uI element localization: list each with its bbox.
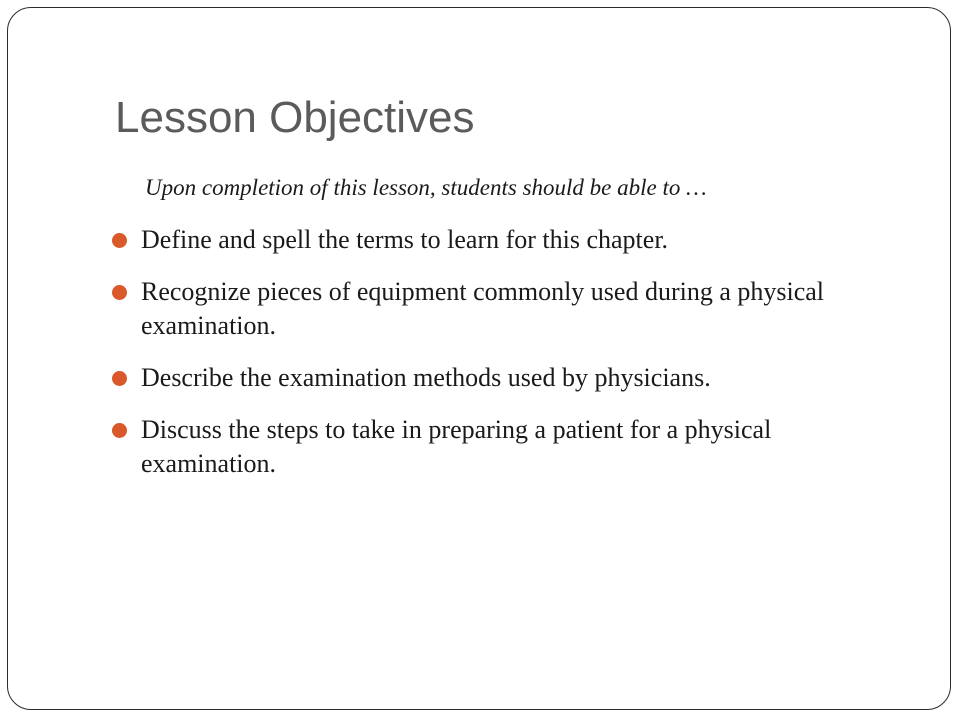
bullet-dot-icon	[112, 423, 127, 438]
slide-title: Lesson Objectives	[115, 93, 475, 142]
objective-item	[112, 275, 912, 343]
objective-item	[112, 223, 912, 257]
objectives-list	[112, 223, 912, 499]
objective-text: Define and spell the terms to learn for this chapter.	[141, 225, 669, 254]
bullet-dot-icon	[112, 371, 127, 386]
objective-text: Describe the examination methods used by physicians.	[141, 363, 711, 392]
bullet-dot-icon	[112, 233, 127, 248]
objective-item	[112, 413, 912, 481]
objective-text: Recognize pieces of equipment commonly used during a physical examination.	[141, 277, 825, 340]
slide-frame	[7, 7, 951, 710]
intro-text: Upon completion of this lesson, students should be able to …	[145, 175, 707, 200]
objective-item	[112, 361, 912, 395]
bullet-dot-icon	[112, 285, 127, 300]
objective-text: Discuss the steps to take in preparing a patient for a physical examination.	[141, 415, 772, 478]
